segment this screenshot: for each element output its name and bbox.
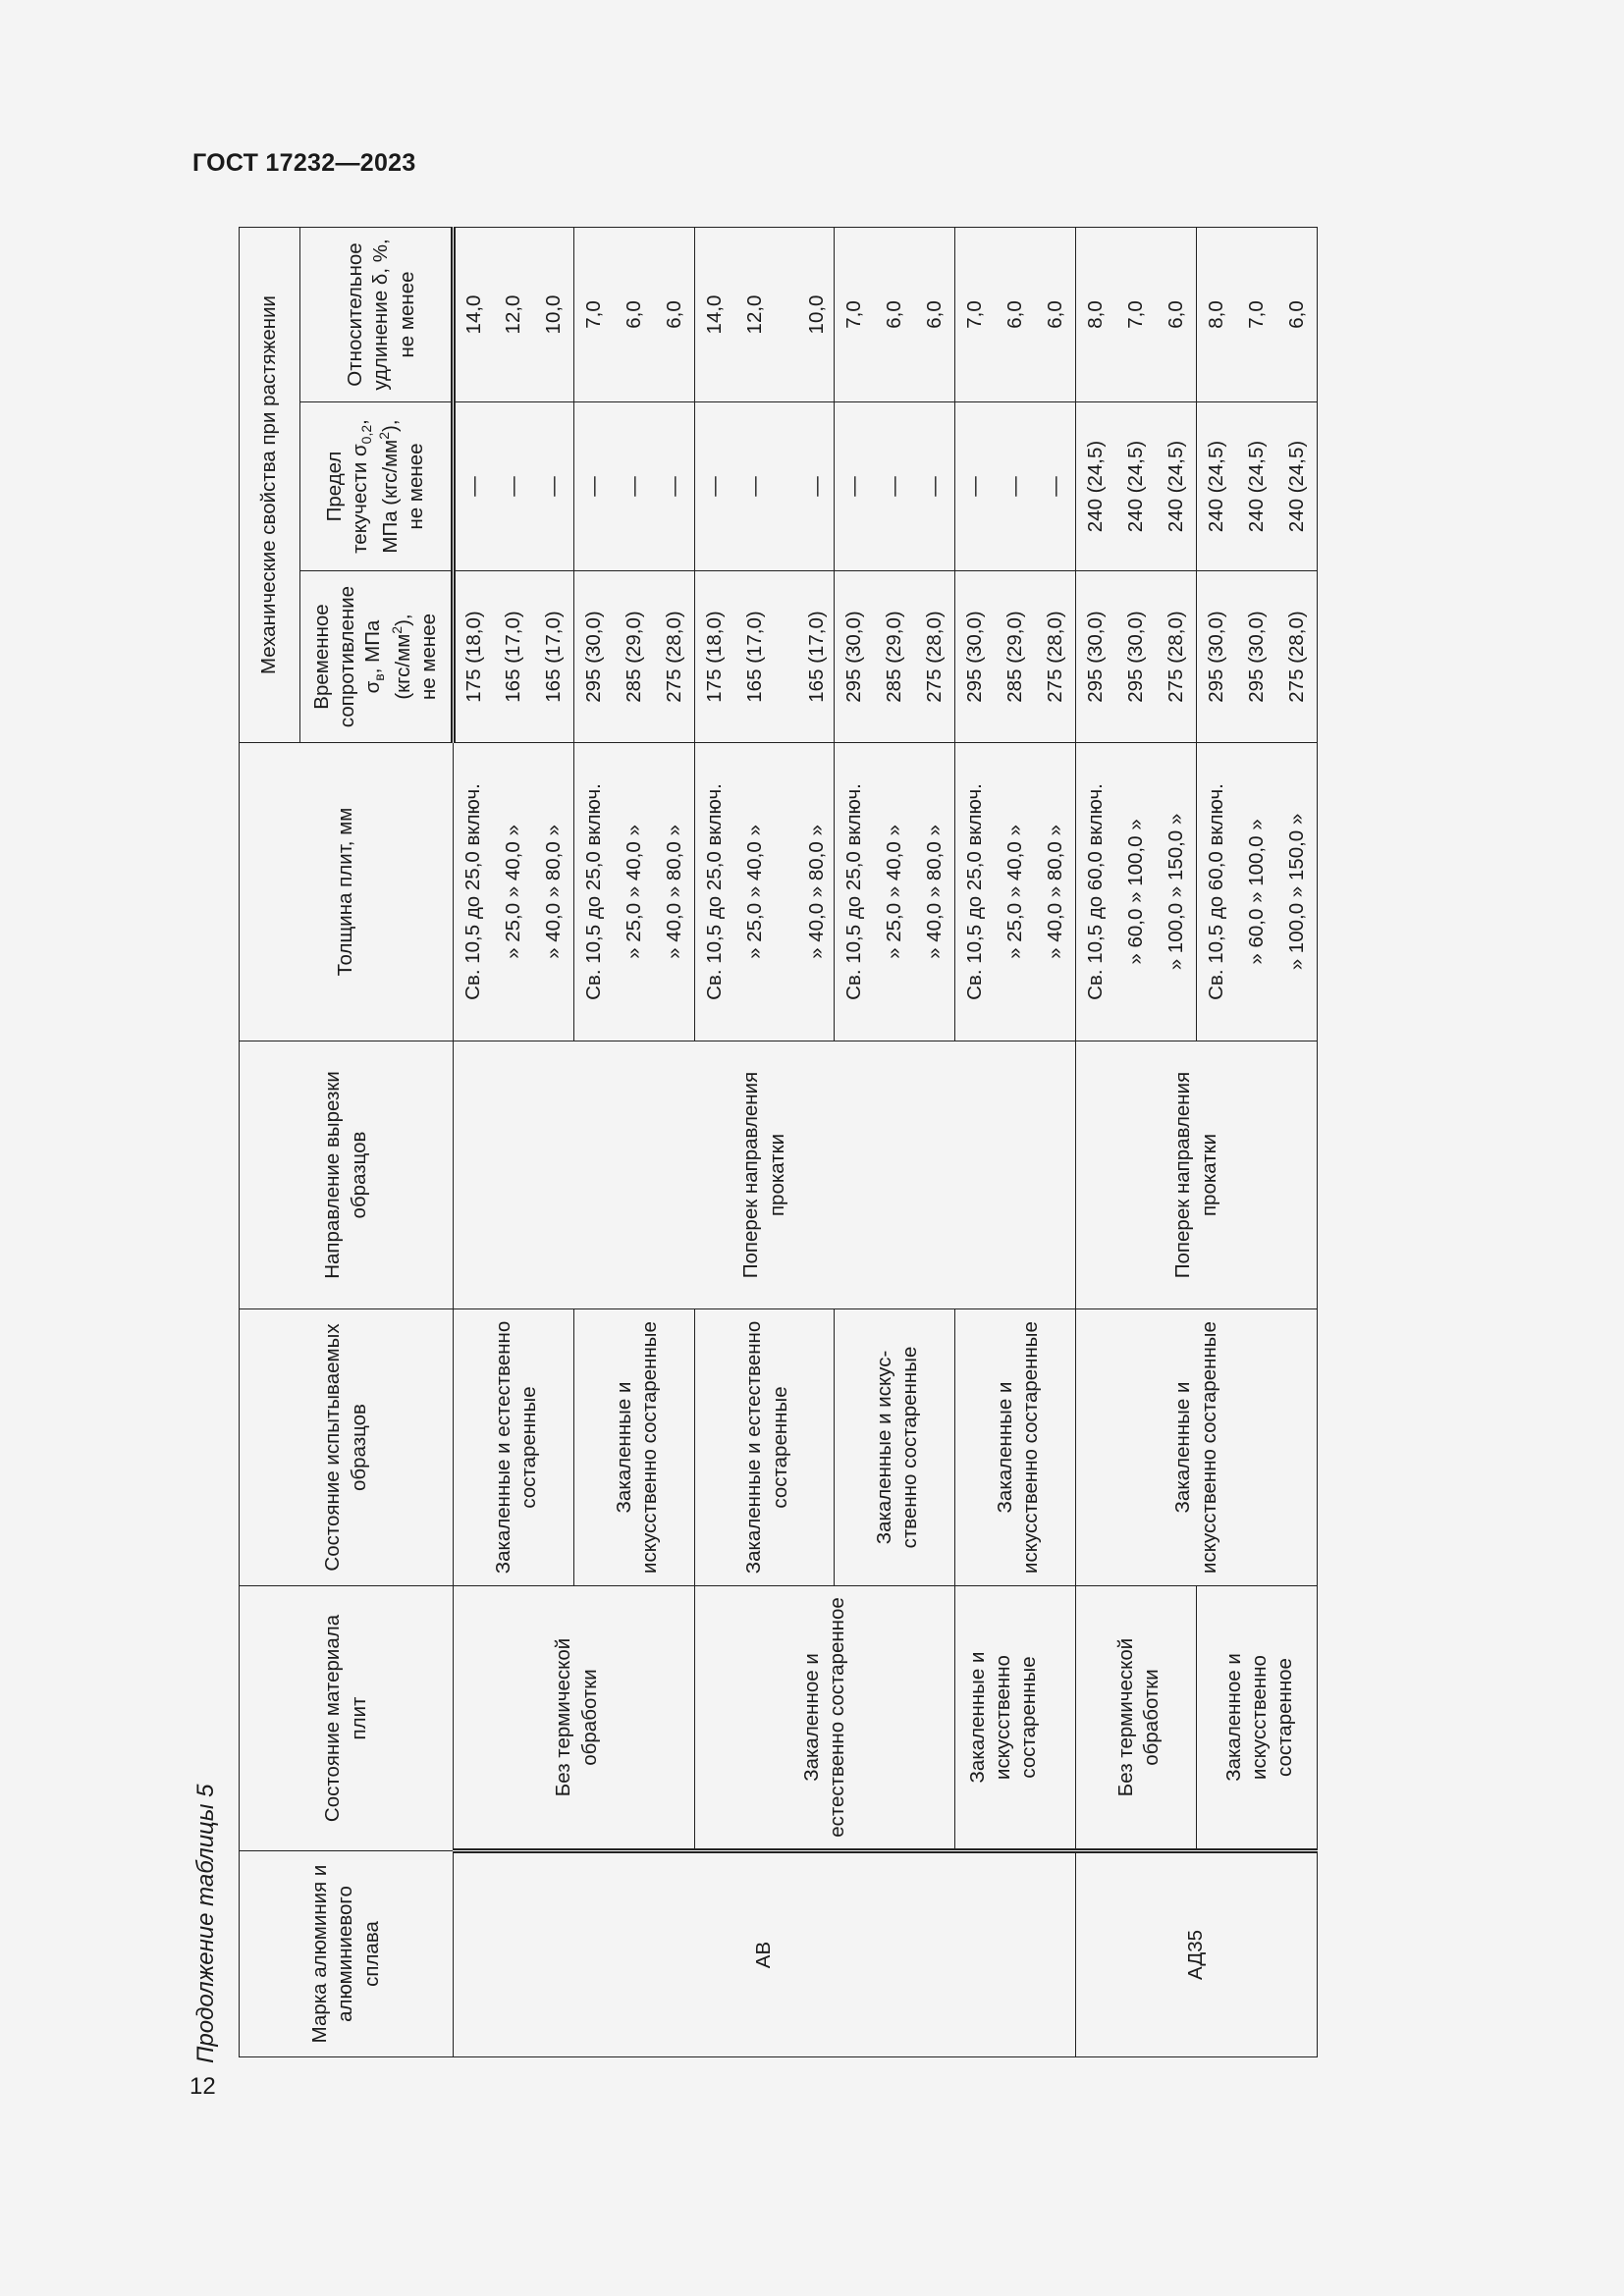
sample-state-4: Закаленные и искус- ственно состаренные — [835, 1309, 955, 1586]
elongation-value: 6,0 — [1277, 227, 1318, 401]
tensile-value: 295 (30,0) — [1237, 571, 1277, 743]
tensile-value: 165 (17,0) — [735, 571, 776, 743]
elongation-value: 8,0 — [1197, 227, 1237, 401]
table-row: » 40,0 » 80,0 » — [1036, 743, 1076, 1041]
elongation-value: 6,0 — [996, 227, 1036, 401]
elongation-value: 6,0 — [615, 227, 655, 401]
elongation-value: 8,0 — [1076, 227, 1116, 401]
table-row: » 40,0 » 80,0 » — [534, 743, 574, 1041]
yield-value: — — [574, 402, 615, 571]
material-state-quenched-artificial: Закаленные и искусственно состаренные — [955, 1586, 1076, 1851]
yield-value: — — [955, 402, 996, 571]
header-thickness: Толщина плит, мм — [240, 743, 454, 1041]
table-row: » 25,0 » 40,0 » — [875, 743, 915, 1041]
header-tensile: Временное сопротивление $\sigma_в$, МПа $(кгс/мм^2)$, не менее — [300, 571, 454, 743]
elongation-value: 7,0 — [955, 227, 996, 401]
elongation-value: 7,0 — [574, 227, 615, 401]
tensile-value: 295 (30,0) — [955, 571, 996, 743]
yield-value: 240 (24,5) — [1277, 402, 1318, 571]
elongation-value: 12,0 — [735, 227, 776, 401]
yield-value: 240 (24,5) — [1116, 402, 1157, 571]
ad35-material-no-heat: Без термической обработки — [1076, 1586, 1197, 1851]
elongation-value: 7,0 — [835, 227, 875, 401]
elongation-value: 10,0 — [534, 227, 574, 401]
table-row: » 100,0 » 150,0 » — [1157, 743, 1197, 1041]
tensile-value: 165 (17,0) — [494, 571, 534, 743]
table-row: Св. 10,5 до 60,0 включ. — [1197, 743, 1237, 1041]
tensile-value: 275 (28,0) — [655, 571, 695, 743]
tensile-value: 295 (30,0) — [1197, 571, 1237, 743]
header-yield: Предел текучести $\sigma_{0,2}$, МПа $(кгс/мм^2)$, не менее — [300, 402, 454, 571]
elongation-value: 12,0 — [494, 227, 534, 401]
elongation-value: 10,0 — [776, 227, 835, 401]
yield-value: — — [655, 402, 695, 571]
elongation-value: 6,0 — [1036, 227, 1076, 401]
yield-value: — — [615, 402, 655, 571]
elongation-value: 14,0 — [454, 227, 494, 401]
direction-ad35: Поперек направления прокатки — [1076, 1041, 1318, 1309]
yield-value: — — [776, 402, 835, 571]
tensile-value: 175 (18,0) — [695, 571, 735, 743]
yield-value: — — [695, 402, 735, 571]
table-row: Св. 10,5 до 25,0 включ. — [695, 743, 735, 1041]
page-number: 12 — [189, 2073, 216, 2100]
tensile-value: 295 (30,0) — [574, 571, 615, 743]
tensile-value: 275 (28,0) — [915, 571, 955, 743]
table-row: Св. 10,5 до 25,0 включ. — [835, 743, 875, 1041]
sample-state-3: Закаленные и естественно состаренные — [695, 1309, 835, 1586]
grade-av: АВ — [454, 1851, 1076, 2057]
elongation-value: 7,0 — [1237, 227, 1277, 401]
header-direction: Направление вырезки образцов — [240, 1041, 454, 1309]
tensile-value: 165 (17,0) — [776, 571, 835, 743]
tensile-value: 275 (28,0) — [1277, 571, 1318, 743]
rotated-table-container — [239, 228, 1317, 2057]
elongation-value: 6,0 — [655, 227, 695, 401]
tensile-value: 285 (29,0) — [875, 571, 915, 743]
elongation-value: 7,0 — [1116, 227, 1157, 401]
grade-ad35: АД35 — [1076, 1851, 1318, 2057]
table-row: » 25,0 » 40,0 » — [494, 743, 534, 1041]
tensile-value: 175 (18,0) — [454, 571, 494, 743]
table-row: » 25,0 » 40,0 » — [735, 743, 776, 1041]
table-caption: Продолжение таблицы 5 — [192, 1784, 219, 2063]
yield-value: — — [996, 402, 1036, 571]
table-row: Св. 10,5 до 25,0 включ. — [574, 743, 615, 1041]
yield-value: — — [1036, 402, 1076, 571]
sample-state-2: Закаленные и искусственно состаренные — [574, 1309, 695, 1586]
properties-table — [239, 227, 1318, 2057]
tensile-value: 295 (30,0) — [835, 571, 875, 743]
yield-value: — — [494, 402, 534, 571]
elongation-value: 6,0 — [1157, 227, 1197, 401]
table-row: » 60,0 » 100,0 » — [1237, 743, 1277, 1041]
elongation-value: 6,0 — [875, 227, 915, 401]
table-row: Св. 10,5 до 25,0 включ. — [955, 743, 996, 1041]
direction-av: Поперек направления прокатки — [454, 1041, 1076, 1309]
material-state-no-heat: Без термической обработки — [454, 1586, 695, 1851]
yield-value: — — [534, 402, 574, 571]
tensile-value: 285 (29,0) — [996, 571, 1036, 743]
yield-value: 240 (24,5) — [1157, 402, 1197, 571]
table-row: Св. 10,5 до 60,0 включ. — [1076, 743, 1116, 1041]
sample-state-1: Закаленные и естественно состаренные — [454, 1309, 574, 1586]
yield-value: 240 (24,5) — [1076, 402, 1116, 571]
ad35-material-quenched-artificial: Закаленное и искусственно состаренное — [1197, 1586, 1318, 1851]
table-row: » 60,0 » 100,0 » — [1116, 743, 1157, 1041]
header-mechanical: Механические свойства при растяжении — [240, 227, 300, 742]
table-row: » 40,0 » 80,0 » — [776, 743, 835, 1041]
header-sample-state: Состояние испытываемых образцов — [240, 1309, 454, 1586]
header-material-state: Состояние материала плит — [240, 1586, 454, 1851]
yield-value: 240 (24,5) — [1197, 402, 1237, 571]
tensile-value: 165 (17,0) — [534, 571, 574, 743]
document-header: ГОСТ 17232—2023 — [192, 149, 416, 177]
table-row: » 25,0 » 40,0 » — [615, 743, 655, 1041]
tensile-value: 275 (28,0) — [1036, 571, 1076, 743]
tensile-value: 285 (29,0) — [615, 571, 655, 743]
header-elongation: Относительное удлинение δ, %, не менее — [300, 227, 454, 401]
tensile-value: 275 (28,0) — [1157, 571, 1197, 743]
table-row: » 40,0 » 80,0 » — [655, 743, 695, 1041]
elongation-value: 14,0 — [695, 227, 735, 401]
yield-value: — — [835, 402, 875, 571]
table-row: » 100,0 » 150,0 » — [1277, 743, 1318, 1041]
ad35-sample-state: Закаленные и искусственно состаренные — [1076, 1309, 1318, 1586]
table-row: » 40,0 » 80,0 » — [915, 743, 955, 1041]
tensile-value: 295 (30,0) — [1116, 571, 1157, 743]
elongation-value: 6,0 — [915, 227, 955, 401]
yield-value: — — [735, 402, 776, 571]
yield-value: — — [454, 402, 494, 571]
table-row: » 25,0 » 40,0 » — [996, 743, 1036, 1041]
tensile-value: 295 (30,0) — [1076, 571, 1116, 743]
table-row: Св. 10,5 до 25,0 включ. — [454, 743, 494, 1041]
yield-value: — — [875, 402, 915, 571]
yield-value: — — [915, 402, 955, 571]
header-grade: Марка алюминия и алюминиевого сплава — [240, 1851, 454, 2057]
yield-value: 240 (24,5) — [1237, 402, 1277, 571]
sample-state-5: Закаленные и искусственно состаренные — [955, 1309, 1076, 1586]
material-state-quenched-natural: Закаленное и естественно состаренное — [695, 1586, 955, 1851]
